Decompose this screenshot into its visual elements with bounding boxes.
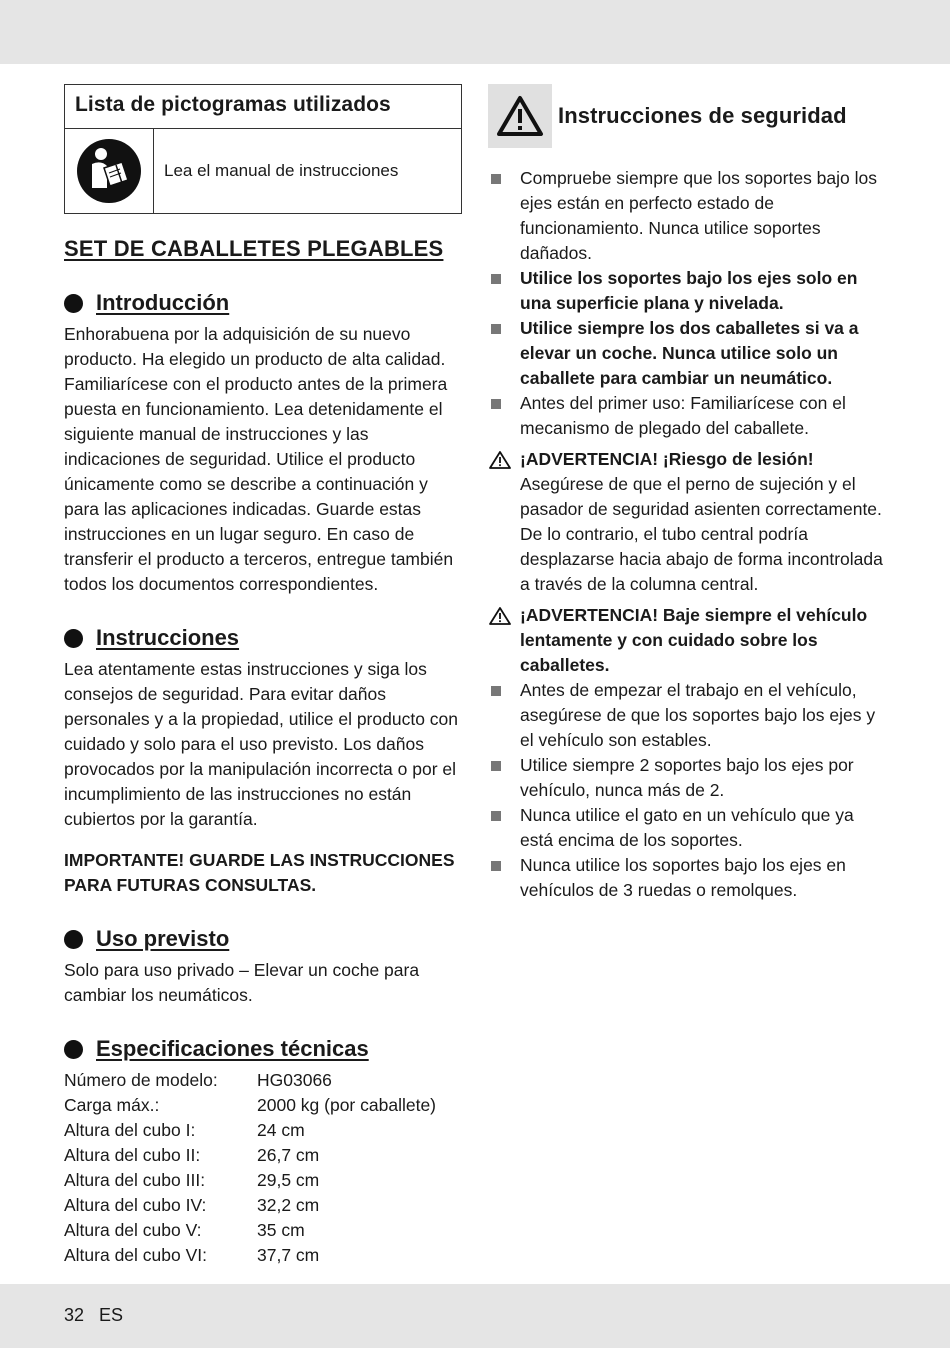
safety-item-text: Antes de empezar el trabajo en el vehículo, asegúrese de que los soportes bajo los ejes y el vehículo son estables. bbox=[520, 680, 876, 750]
spec-value: 37,7 cm bbox=[257, 1245, 320, 1265]
safety-warning-item bbox=[488, 603, 888, 678]
safety-warning-text bbox=[520, 447, 888, 597]
square-bullet-icon bbox=[491, 399, 501, 409]
instructions-title: Instrucciones bbox=[96, 625, 240, 650]
spec-key: Altura del cubo II: bbox=[64, 1145, 201, 1165]
square-bullet-icon bbox=[491, 274, 501, 284]
intended-use-heading bbox=[64, 924, 464, 954]
specs-section bbox=[64, 1034, 464, 1268]
pictogram-table bbox=[64, 84, 462, 214]
safety-heading bbox=[488, 84, 888, 148]
intro-title: Introducción bbox=[96, 290, 230, 315]
pictogram-row bbox=[65, 129, 461, 213]
spec-key: Altura del cubo V: bbox=[64, 1220, 202, 1240]
important-note: IMPORTANTE! GUARDE LAS INSTRUCCIONES PARA FUTURAS CONSULTAS. bbox=[64, 850, 455, 895]
safety-item-text: Compruebe siempre que los soportes bajo los ejes están en perfecto estado de funcionamiento. Nunca utilice soportes dañados. bbox=[520, 168, 877, 263]
spec-value: 24 cm bbox=[257, 1120, 305, 1140]
safety-title: Instrucciones de seguridad bbox=[558, 103, 847, 128]
square-bullet-icon bbox=[491, 861, 501, 871]
intro-section bbox=[64, 288, 464, 597]
page-footer bbox=[64, 1305, 123, 1326]
spec-key: Altura del cubo III: bbox=[64, 1170, 206, 1190]
square-bullet-icon bbox=[491, 324, 501, 334]
spec-key: Altura del cubo I: bbox=[64, 1120, 196, 1140]
intended-use-text: Solo para uso privado – Elevar un coche para cambiar los neumáticos. bbox=[64, 960, 420, 1005]
spec-key: Altura del cubo VI: bbox=[64, 1245, 207, 1265]
top-band bbox=[0, 0, 950, 64]
spec-value: 29,5 cm bbox=[257, 1170, 320, 1190]
safety-item bbox=[488, 803, 888, 853]
pictogram-manual-text: Lea el manual de instrucciones bbox=[164, 161, 399, 180]
warning-lead: ¡ADVERTENCIA! Baje siempre el vehículo lentamente y con cuidado sobre los caballetes. bbox=[520, 605, 868, 675]
spec-row bbox=[64, 1143, 436, 1168]
spec-row bbox=[64, 1068, 436, 1093]
spec-key: Carga máx.: bbox=[64, 1095, 160, 1115]
spec-key: Número de modelo: bbox=[64, 1070, 218, 1090]
spec-value: 2000 kg (por caballete) bbox=[257, 1095, 436, 1115]
bullet-dot-icon bbox=[64, 629, 83, 648]
warning-triangle-icon bbox=[488, 606, 512, 626]
safety-item bbox=[488, 316, 888, 391]
intended-use-title: Uso previsto bbox=[96, 926, 230, 951]
bottom-band bbox=[0, 1284, 950, 1348]
spec-value: 26,7 cm bbox=[257, 1145, 320, 1165]
safety-item-text: Utilice los soportes bajo los ejes solo en una superficie plana y nivelada. bbox=[520, 268, 858, 313]
instructions-text: Lea atentamente estas instrucciones y siga los consejos de seguridad. Para evitar daños personales y a la propiedad, utilice el producto con cuidado y solo para el uso previsto. Los daños provocados por la manipulación incorrecta o por el incumplimiento de las instrucciones no están cubiertos por la garantía. bbox=[64, 659, 458, 829]
spec-key: Altura del cubo IV: bbox=[64, 1195, 207, 1215]
specs-table bbox=[64, 1068, 436, 1268]
warning-triangle-icon bbox=[496, 95, 544, 137]
bullet-dot-icon bbox=[64, 930, 83, 949]
intro-text: Enhorabuena por la adquisición de su nuevo producto. Ha elegido un producto de alta calidad. Familiarícese con el producto antes de la primera puesta en funcionamiento. Lea detenidamente el siguiente manual de instrucciones y las indicaciones de seguridad. Utilice el producto únicamente como se describe a continuación y para las aplicaciones indicadas. Guarde estas instrucciones en un lugar seguro. En caso de transferir el producto a terceros, entregue también todos los documentos correspondientes. bbox=[64, 324, 454, 594]
warning-body: Asegúrese de que el perno de sujeción y el pasador de seguridad asienten correctamente. De lo contrario, el tubo central podría desplazarse hacia abajo de forma incontrolada a través de la columna central. bbox=[520, 474, 883, 594]
spec-row bbox=[64, 1218, 436, 1243]
intended-use-section bbox=[64, 924, 464, 1008]
warning-triangle-icon bbox=[488, 450, 512, 470]
spec-row bbox=[64, 1168, 436, 1193]
set-title: SET DE CABALLETES PLEGABLES bbox=[64, 236, 444, 261]
square-bullet-icon bbox=[491, 761, 501, 771]
safety-item bbox=[488, 391, 888, 441]
spec-value: 32,2 cm bbox=[257, 1195, 320, 1215]
safety-item-text: Nunca utilice los soportes bajo los ejes en vehículos de 3 ruedas o remolques. bbox=[520, 855, 846, 900]
safety-item bbox=[488, 678, 888, 753]
page-language: ES bbox=[99, 1305, 124, 1325]
safety-warning-item bbox=[488, 447, 888, 597]
safety-warning-box bbox=[488, 84, 552, 148]
intro-heading bbox=[64, 288, 464, 318]
pictogram-table-heading: Lista de pictogramas utilizados bbox=[65, 85, 461, 129]
instructions-section bbox=[64, 623, 464, 898]
page-number: 32 bbox=[64, 1305, 85, 1325]
spec-value: 35 cm bbox=[257, 1220, 305, 1240]
warning-lead: ¡ADVERTENCIA! ¡Riesgo de lesión! bbox=[520, 449, 814, 469]
right-column bbox=[488, 84, 888, 903]
pictogram-icon-cell bbox=[65, 129, 154, 213]
safety-list bbox=[488, 166, 888, 903]
spec-row bbox=[64, 1118, 436, 1143]
square-bullet-icon bbox=[491, 686, 501, 696]
instructions-heading bbox=[64, 623, 464, 653]
spec-value: HG03066 bbox=[257, 1070, 332, 1090]
spec-row bbox=[64, 1193, 436, 1218]
bullet-dot-icon bbox=[64, 1040, 83, 1059]
safety-item bbox=[488, 266, 888, 316]
spec-row bbox=[64, 1243, 436, 1268]
read-manual-icon bbox=[76, 138, 142, 204]
safety-item-text: Antes del primer uso: Familiarícese con el mecanismo de plegado del caballete. bbox=[520, 393, 846, 438]
spec-row bbox=[64, 1093, 436, 1118]
safety-item bbox=[488, 166, 888, 266]
safety-item bbox=[488, 853, 888, 903]
specs-title: Especificaciones técnicas bbox=[96, 1036, 369, 1061]
left-column bbox=[64, 84, 464, 1268]
safety-item-text: Utilice siempre 2 soportes bajo los ejes por vehículo, nunca más de 2. bbox=[520, 755, 854, 800]
safety-item bbox=[488, 753, 888, 803]
bullet-dot-icon bbox=[64, 294, 83, 313]
safety-item-text: Utilice siempre los dos caballetes si va a elevar un coche. Nunca utilice solo un caballete para cambiar un neumático. bbox=[520, 318, 859, 388]
specs-heading bbox=[64, 1034, 464, 1064]
square-bullet-icon bbox=[491, 174, 501, 184]
safety-item-text: Nunca utilice el gato en un vehículo que ya está encima de los soportes. bbox=[520, 805, 854, 850]
square-bullet-icon bbox=[491, 811, 501, 821]
